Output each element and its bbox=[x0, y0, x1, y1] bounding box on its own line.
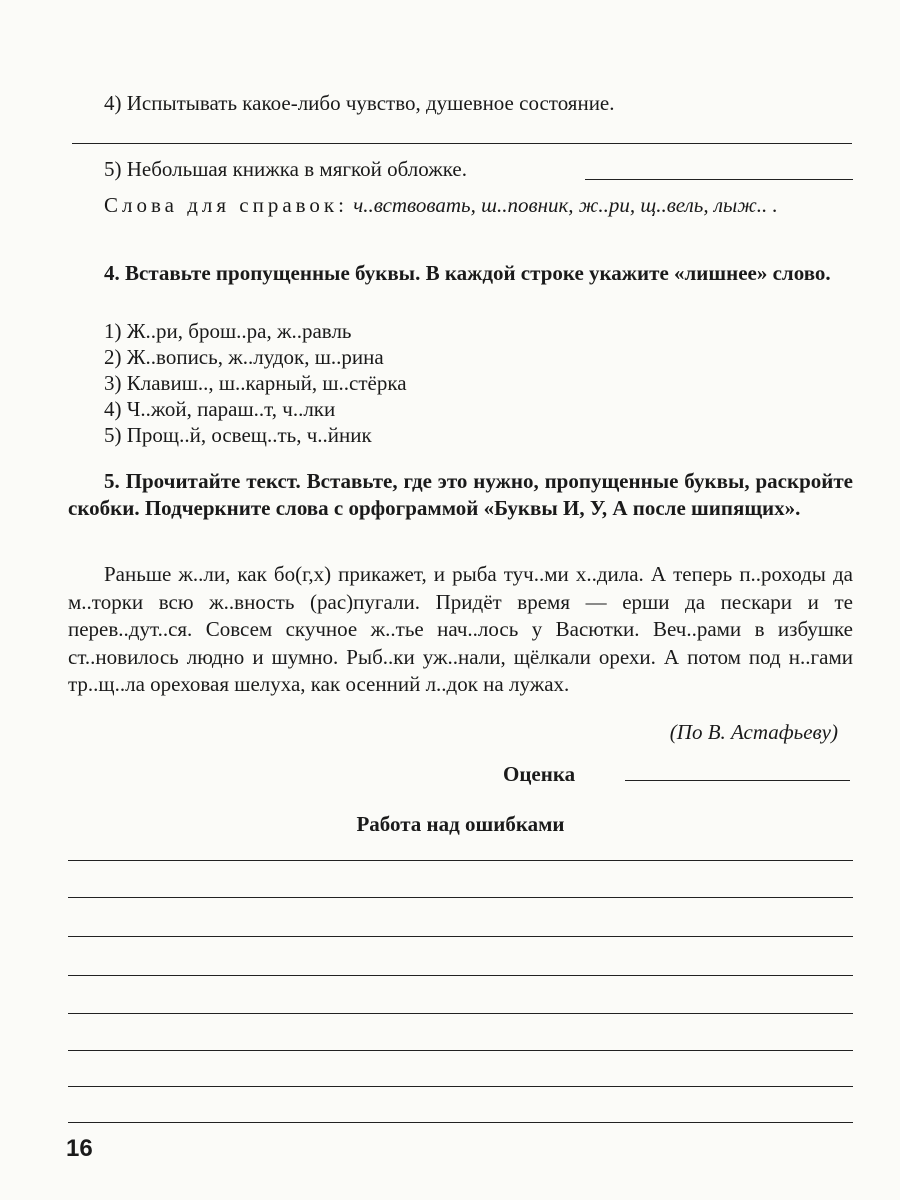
answer-line bbox=[68, 1086, 853, 1087]
answer-line bbox=[585, 179, 853, 180]
list-item: 3) Клавиш.., ш..карный, ш..стёрка bbox=[104, 371, 407, 395]
answer-line bbox=[68, 1050, 853, 1051]
grade-line bbox=[625, 780, 850, 781]
task5-heading: 5. Прочитайте текст. Вставьте, где это нужно, пропущенные буквы, раскройте скобки. Подчеркните слова с орфограммой «Буквы И, У, А после шипящих». bbox=[68, 469, 853, 520]
task4-list bbox=[104, 318, 407, 448]
list-item: 2) Ж..вопись, ж..лудок, ш..рина bbox=[104, 345, 384, 369]
task3-item5: 5) Небольшая книжка в мягкой обложке. bbox=[104, 157, 467, 181]
hints-words: ч..вствовать, ш..повник, ж..ри, щ..вель, лыж.. . bbox=[353, 193, 778, 217]
answer-line bbox=[68, 860, 853, 861]
hints-label: Слова для справок: bbox=[104, 193, 348, 217]
answer-line bbox=[68, 1122, 853, 1123]
list-item: 4) Ч..жой, параш..т, ч..лки bbox=[104, 397, 336, 421]
answer-line bbox=[68, 975, 853, 976]
task3-item4: 4) Испытывать какое-либо чувство, душевное состояние. bbox=[104, 91, 615, 115]
task5-text: Раньше ж..ли, как бо(г,х) прикажет, и рыба туч..ми х..дила. А теперь п..роходы да м..торки всю ж..вность (рас)пугали. Придёт время — ерши да пескари и те перев..дут..ся. Совсем скучное ж..тье нач..лось у Васютки. Веч..рами в избушке ст..новилось людно и шумно. Рыб..ки уж..нали, щёлкали орехи. А потом под н..гами тр..щ..ла ореховая шелуха, как осенний л..док на лужах. bbox=[68, 562, 853, 696]
errors-title: Работа над ошибками bbox=[356, 812, 565, 836]
list-item: 5) Прощ..й, освещ..ть, ч..йник bbox=[104, 423, 372, 447]
answer-line bbox=[68, 897, 853, 898]
answer-line bbox=[72, 143, 852, 144]
list-item: 1) Ж..ри, брош..ра, ж..равль bbox=[104, 319, 352, 343]
task4-heading: 4. Вставьте пропущенные буквы. В каждой строке укажите «лишнее» слово. bbox=[104, 261, 831, 285]
task5-source: (По В. Астафьеву) bbox=[669, 720, 838, 744]
task3-hints bbox=[68, 192, 853, 219]
grade-label: Оценка bbox=[503, 762, 576, 786]
page-number: 16 bbox=[66, 1135, 93, 1162]
answer-line bbox=[68, 936, 853, 937]
answer-line bbox=[68, 1013, 853, 1014]
